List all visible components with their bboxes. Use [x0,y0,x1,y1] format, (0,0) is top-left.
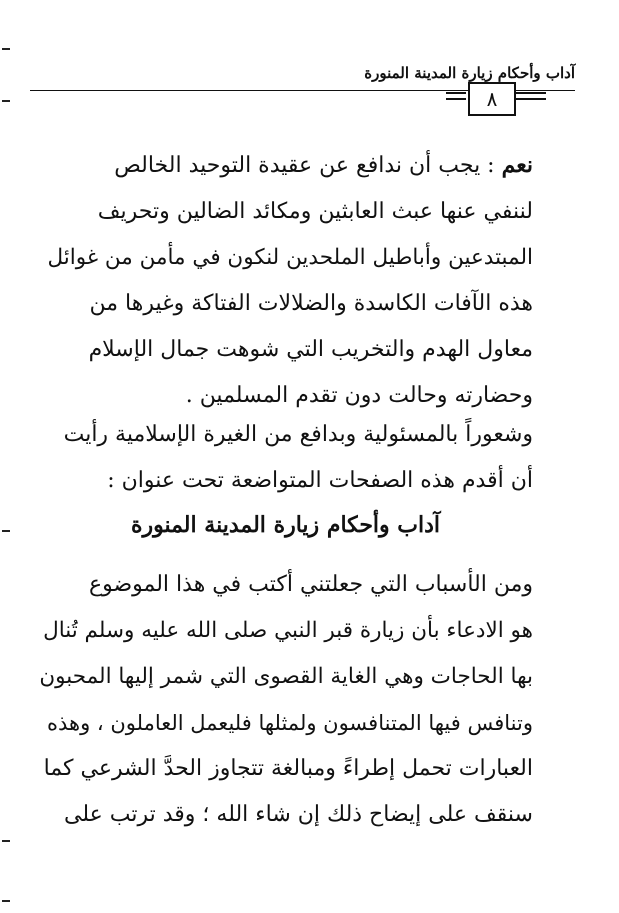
header-title: آداب وأحكام زيارة المدينة المنورة [364,64,575,82]
paragraph-3-line: ومن الأسباب التي جعلتني أكتب في هذا الموضوع [88,572,533,597]
header-ornament-left [446,92,466,100]
paragraph-2-line: أن أقدم هذه الصفحات المتواضعة تحت عنوان : [107,468,533,493]
paragraph-2 [38,412,533,504]
lead-word: نعم [501,152,533,178]
paragraph-3-line: العبارات تحمل إطراءً ومبالغة تتجاوز الحدَّ الشرعي كما [43,756,533,781]
paragraph-1-line: هذه الآفات الكاسدة والضلالات الفتاكة وغيرها من [89,291,533,316]
paragraph-3-line: بها الحاجات وهي الغاية القصوى التي شمر إليها المحبون [39,664,533,689]
page-number: ٨ [468,82,516,116]
paragraph-3-line: هو الادعاء بأن زيارة قبر النبي صلى الله عليه وسلم تُنال [43,618,533,643]
paragraph-3-line: وتنافس فيها المتنافسون ولمثلها فليعمل العاملون ، وهذه [46,711,533,735]
paragraph-1-line: وحضارته وحالت دون تقدم المسلمين . [185,383,533,408]
scan-mark [2,100,10,102]
paragraph-1 [38,142,533,419]
running-header [30,60,575,111]
paragraph-1-line: نعم : يجب أن ندافع عن عقيدة التوحيد الخالص [114,152,533,178]
section-heading: آداب وأحكام زيارة المدينة المنورة [130,512,441,538]
paragraph-1-line: معاول الهدم والتخريب التي شوهت جمال الإسلام [88,337,533,362]
scan-mark [2,840,10,842]
paragraph-3 [38,562,533,838]
header-ornament-right [516,92,546,100]
scan-mark [2,48,10,50]
paragraph-2-line: وشعوراً بالمسئولية وبدافع من الغيرة الإسلامية رأيت [63,422,533,447]
scan-mark [2,900,10,902]
scan-mark [2,530,10,532]
paragraph-1-line: لننفي عنها عبث العابثين ومكائد الضالين وتحريف [97,199,533,224]
paragraph-3-line: سنقف على إيضاح ذلك إن شاء الله ؛ وقد ترتب على [64,802,533,827]
paragraph-1-line: المبتدعين وأباطيل الملحدين لنكون في مأمن من غوائل [47,245,533,270]
